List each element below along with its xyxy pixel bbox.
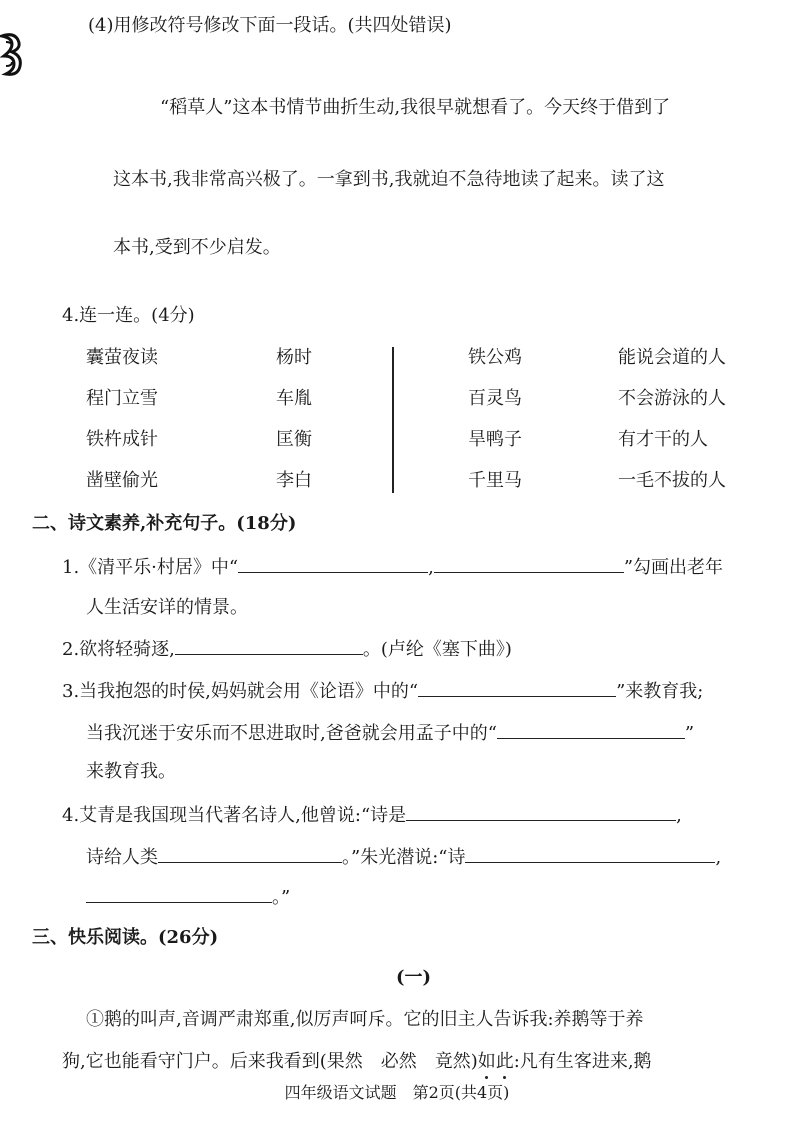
question-text: 2.欲将轻骑逐, xyxy=(62,639,175,660)
match-item[interactable]: 杨时 xyxy=(276,347,312,368)
fill-question xyxy=(62,554,723,580)
question-text: 来教育我。 xyxy=(86,761,176,782)
passage-line xyxy=(62,1050,652,1074)
question-text: ” xyxy=(684,723,695,744)
fill-question xyxy=(62,678,703,704)
section-heading: 二、诗文素养,补充句子。(18分) xyxy=(32,513,297,534)
passage-title: (一) xyxy=(396,967,432,988)
question-text: , xyxy=(676,805,682,826)
paragraph-line: 本书,受到不少启发。 xyxy=(113,237,281,258)
match-item[interactable]: 囊萤夜读 xyxy=(86,347,158,368)
binding-mark-icon xyxy=(0,30,24,86)
paragraph-line: 这本书,我非常高兴极了。一拿到书,我就迫不急待地读了起来。读了这 xyxy=(113,169,665,190)
match-item[interactable]: 能说会道的人 xyxy=(618,347,726,368)
match-item[interactable]: 凿壁偷光 xyxy=(86,470,158,491)
fill-question xyxy=(86,844,721,870)
question-text: 。(卢纶《塞下曲》) xyxy=(362,639,512,660)
match-item[interactable]: 不会游泳的人 xyxy=(618,388,726,409)
emphasis-char: 此 xyxy=(495,1051,514,1072)
answer-blank[interactable] xyxy=(175,636,363,655)
paragraph-line: “稻草人”这本书情节曲折生动,我很早就想看了。今天终于借到了 xyxy=(160,97,671,118)
answer-blank[interactable] xyxy=(418,678,616,697)
passage-text: :凡有生客进来,鹅 xyxy=(513,1051,652,1072)
passage-line: ①鹅的叫声,音调严肃郑重,似厉声呵斥。它的旧主人告诉我:养鹅等于养 xyxy=(86,1009,644,1030)
question-text: 诗给人类 xyxy=(86,847,158,868)
question-text: ”来教育我; xyxy=(616,681,704,702)
answer-blank[interactable] xyxy=(86,884,272,903)
answer-blank[interactable] xyxy=(158,844,342,863)
match-item[interactable]: 铁杵成针 xyxy=(86,429,158,450)
fill-question xyxy=(86,720,694,746)
answer-blank[interactable] xyxy=(497,720,685,739)
question-text: 4.艾青是我国现当代著名诗人,他曾说:“诗是 xyxy=(62,805,407,826)
question-heading: (4)用修改符号修改下面一段话。(共四处错误) xyxy=(88,15,452,36)
match-item[interactable]: 有才干的人 xyxy=(618,429,708,450)
fill-question xyxy=(62,802,682,828)
answer-blank[interactable] xyxy=(465,844,715,863)
question-text: , xyxy=(428,557,434,578)
question-text: 。”朱光潜说:“诗 xyxy=(342,847,466,868)
match-item[interactable]: 李白 xyxy=(276,470,312,491)
question-text: , xyxy=(715,847,722,868)
passage-text: 狗,它也能看守门户。后来我看到(果然 必然 竟然) xyxy=(62,1051,478,1072)
fill-question xyxy=(86,884,290,910)
fill-question xyxy=(62,636,512,662)
answer-blank[interactable] xyxy=(434,554,624,573)
match-item[interactable]: 铁公鸡 xyxy=(468,347,522,368)
match-item[interactable]: 旱鸭子 xyxy=(468,429,522,450)
match-item[interactable]: 车胤 xyxy=(276,388,312,409)
match-item[interactable]: 一毛不拔的人 xyxy=(618,470,726,491)
question-heading: 4.连一连。(4分) xyxy=(62,305,195,326)
match-item[interactable]: 匡衡 xyxy=(276,429,312,450)
column-divider xyxy=(392,347,394,493)
match-item[interactable]: 千里马 xyxy=(468,470,522,491)
question-text: 1.《清平乐·村居》中“ xyxy=(62,557,239,578)
match-item[interactable]: 百灵鸟 xyxy=(468,388,522,409)
question-text: 人生活安详的情景。 xyxy=(86,597,248,618)
page-footer: 四年级语文试题 第2页(共4页) xyxy=(284,1083,510,1102)
answer-blank[interactable] xyxy=(406,802,676,821)
question-text: 。” xyxy=(272,887,291,908)
emphasis-char: 如 xyxy=(477,1051,496,1072)
section-heading: 三、快乐阅读。(26分) xyxy=(32,927,219,948)
answer-blank[interactable] xyxy=(238,554,428,573)
match-item[interactable]: 程门立雪 xyxy=(86,388,158,409)
question-text: 当我沉迷于安乐而不思进取时,爸爸就会用孟子中的“ xyxy=(86,723,497,744)
question-text: ”勾画出老年 xyxy=(623,557,724,578)
question-text: 3.当我抱怨的时侯,妈妈就会用《论语》中的“ xyxy=(62,681,419,702)
